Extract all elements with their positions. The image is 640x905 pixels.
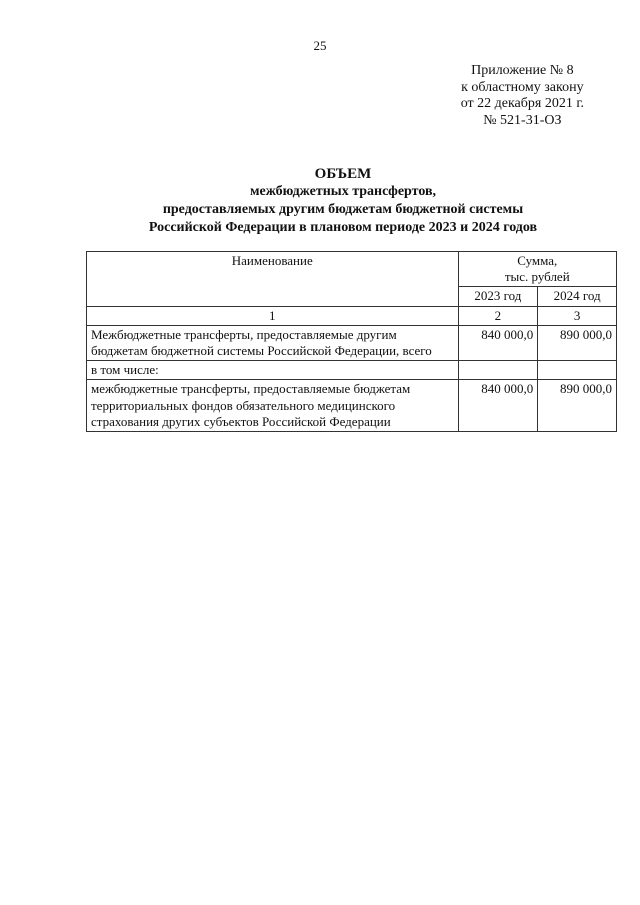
appendix-line-2: к областному закону <box>461 79 584 95</box>
title-main: ОБЪЕМ <box>314 166 372 182</box>
header-year-2024: 2024 год <box>538 287 617 306</box>
row-name: в том числе: <box>87 361 459 380</box>
title-line-4: Российской Федерации в плановом периоде 2023 и 2024 годов <box>148 220 538 235</box>
appendix-line-4: № 521-31-ОЗ <box>483 112 562 128</box>
appendix-line-3: от 22 декабря 2021 г. <box>460 96 584 111</box>
header-sum <box>458 252 617 287</box>
table-row <box>87 361 617 380</box>
header-sum-line-1: Сумма, <box>517 253 558 268</box>
row-value-2024 <box>538 361 617 380</box>
row-name: Межбюджетные трансферты, предоставляемые другим бюджетам бюджетной системы Российской Федерации, всего <box>87 325 459 360</box>
header-year-2023: 2023 год <box>458 287 538 306</box>
row-name: межбюджетные трансферты, предоставляемые бюджетам территориальных фондов обязательного медицинского страхования других субъектов Российской Федерации <box>87 380 459 432</box>
page-number: 25 <box>313 38 327 53</box>
row-value-2023 <box>458 361 538 380</box>
table-row <box>87 325 617 360</box>
column-number-3: 3 <box>538 306 617 325</box>
header-name: Наименование <box>87 252 459 307</box>
appendix-block <box>461 63 584 129</box>
table-column-numbers-row <box>87 306 617 325</box>
row-value-2023: 840 000,0 <box>458 380 538 432</box>
column-number-2: 2 <box>458 306 538 325</box>
table-header-row <box>87 252 617 287</box>
title-line-2: межбюджетных трансфертов, <box>249 184 437 199</box>
row-value-2024: 890 000,0 <box>538 380 617 432</box>
transfers-table <box>86 251 617 432</box>
header-sum-line-2: тыс. рублей <box>504 269 570 285</box>
column-number-1: 1 <box>87 306 459 325</box>
title-line-3: предоставляемых другим бюджетам бюджетной системы <box>162 202 524 217</box>
row-value-2024: 890 000,0 <box>538 325 617 360</box>
appendix-line-1: Приложение № 8 <box>471 63 574 78</box>
row-value-2023: 840 000,0 <box>458 325 538 360</box>
document-title <box>0 165 640 237</box>
table-row <box>87 380 617 432</box>
